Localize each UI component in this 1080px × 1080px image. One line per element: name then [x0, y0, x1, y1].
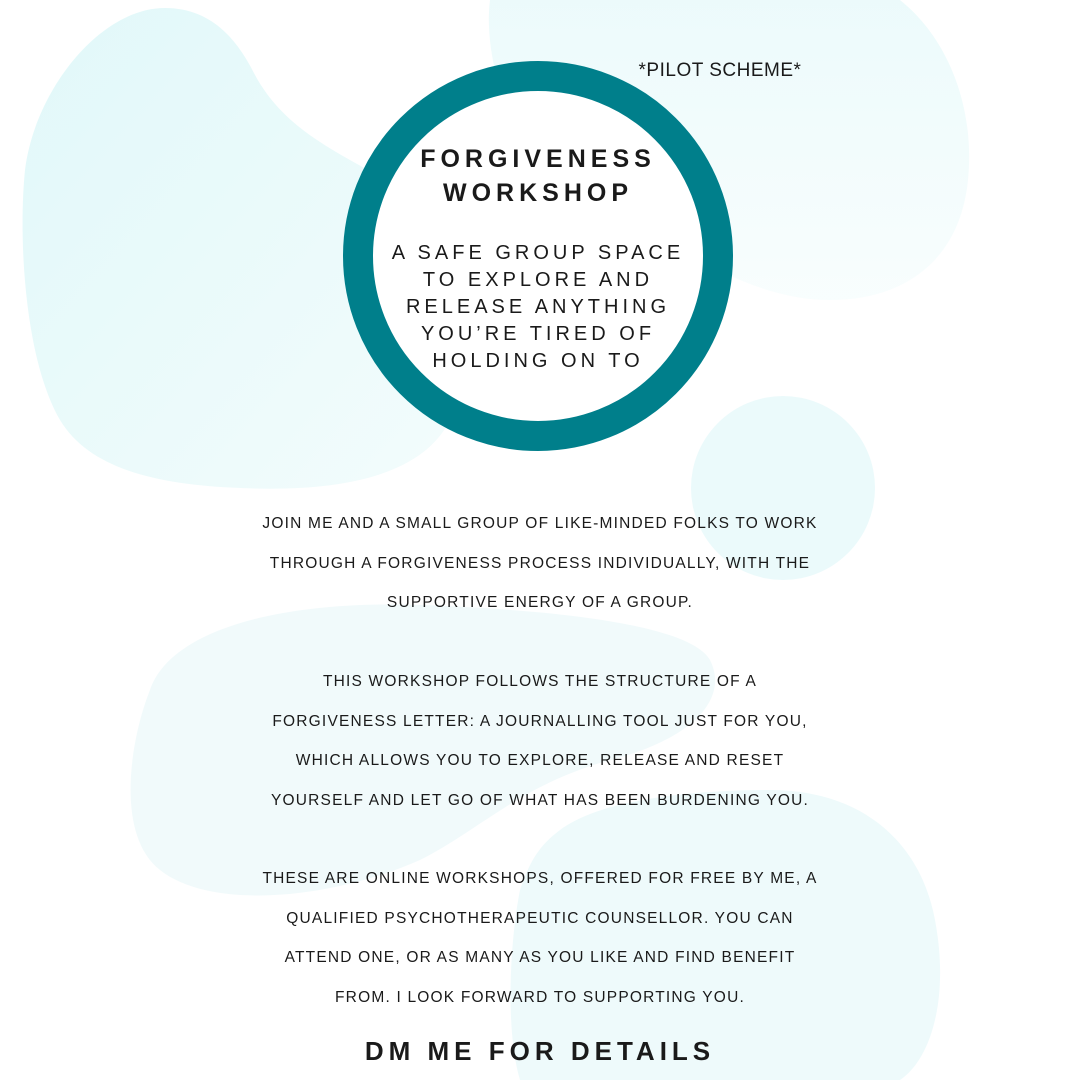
- pilot-scheme-label: *PILOT SCHEME*: [638, 60, 802, 81]
- call-to-action: DM ME FOR DETAILS: [364, 1036, 716, 1066]
- workshop-title: FORGIVENESS WORKSHOP: [420, 145, 656, 207]
- structure-paragraph: THIS WORKSHOP FOLLOWS THE STRUCTURE OF A FORGIVENESS LETTER: A JOURNALLING TOOL JUST FOR YOU, WHICH ALLOWS YOU TO EXPLORE, RELEASE AND RESET YOURSELF AND LET GO OF WHAT HAS BEEN BURDENING YOU.: [270, 673, 810, 809]
- details-paragraph: THESE ARE ONLINE WORKSHOPS, OFFERED FOR FREE BY ME, A QUALIFIED PSYCHOTHERAPEUTIC COUNSELLOR. YOU CAN ATTEND ONE, OR AS MANY AS YOU LIKE AND FIND BENEFIT FROM. I LOOK FORWARD TO SUPPORTING YOU.: [262, 870, 818, 1006]
- intro-paragraph: JOIN ME AND A SMALL GROUP OF LIKE-MINDED FOLKS TO WORK THROUGH A FORGIVENESS PROCESS INDIVIDUALLY, WITH THE SUPPORTIVE ENERGY OF A GROUP.: [262, 515, 818, 611]
- workshop-subtitle: A SAFE GROUP SPACE TO EXPLORE AND RELEASE ANYTHING YOU’RE TIRED OF HOLDING ON TO: [391, 242, 685, 372]
